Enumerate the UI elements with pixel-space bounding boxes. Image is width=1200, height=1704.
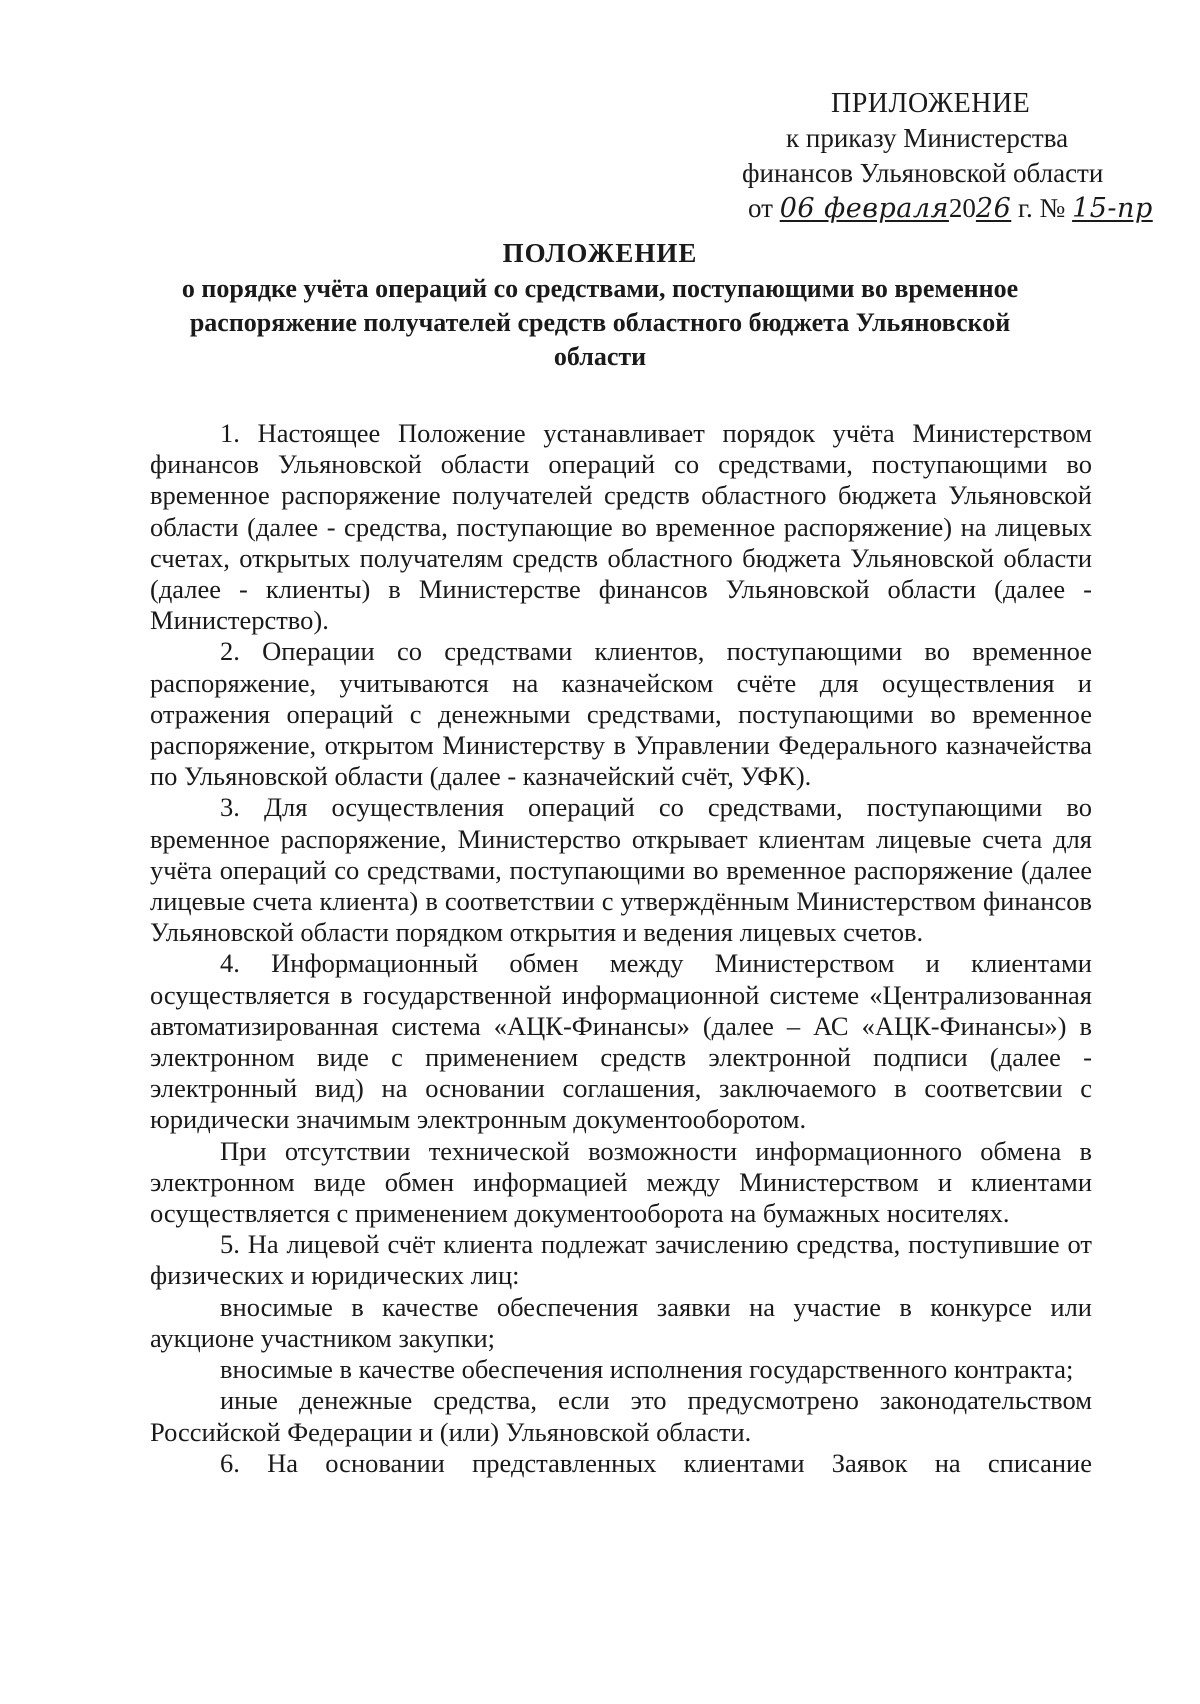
date-prefix: от [748, 193, 773, 223]
document-title [150, 236, 1050, 374]
paragraph-2: 2. Операции со средствами клиентов, поступающими во временное распоряжение, учитываются на казначейском счёте для осуществления и отражения операций с денежными средствами, поступающими во временное распоряжение, открытом Министерству в Управлении Федерального казначейства по Ульяновской области (далее - казначейский счёт, УФК). [150, 636, 1092, 792]
year-number-label: г. № [1018, 193, 1066, 223]
year-prefix: 20 [948, 193, 976, 223]
paragraph-4: 4. Информационный обмен между Министерством и клиентами осуществляется в государственной информационной системе «Централизованная автоматизированная система «АЦК-Финансы» (далее – АС «АЦК-Финансы») в электронном виде с применением средств электронной подписи (далее - электронный вид) на основании соглашения, заключаемого в соответсвии с юридически значимым электронным документооборотом. [150, 948, 1092, 1135]
handwritten-order-number: 15-пр [1072, 193, 1153, 224]
appendix-line-order: к приказу Министерства [786, 123, 1069, 153]
document-body [150, 418, 1092, 1479]
paragraph-3: 3. Для осуществления операций со средствами, поступающими во временное распоряжение, Министерство открывает клиентам лицевые счета для учёта операций со средствами, поступающими во временное распоряжение (далее лицевые счета клиента) в соответствии с утверждённым Министерством финансов Ульяновской области порядком открытия и ведения лицевых счетов. [150, 792, 1092, 948]
paragraph-5-item-3: иные денежные средства, если это предусмотрено законодательством Российской Федерации и (или) Ульяновской области. [150, 1385, 1092, 1447]
appendix-title: ПРИЛОЖЕНИЕ [831, 88, 1031, 119]
paragraph-6: 6. На основании представленных клиентами Заявок на списание [220, 1447, 1092, 1478]
paragraph-5-item-2: вносимые в качестве обеспечения исполнения государственного контракта; [220, 1354, 1074, 1385]
document-title-subtitle: о порядке учёта операций со средствами, поступающими во временное распоряжение получателей средств областного бюджета Ульяновской области [181, 274, 1019, 371]
document-title-main: ПОЛОЖЕНИЕ [502, 238, 698, 268]
paragraph-4-continuation: При отсутствии технической возможности информационного обмена в электронном виде обмен информацией между Министерством и клиентами осуществляется с применением документооборота на бумажных носителях. [150, 1135, 1092, 1229]
appendix-line-ministry: финансов Ульяновской области [742, 158, 1104, 188]
appendix-header [700, 86, 1160, 226]
appendix-line-date [700, 191, 1160, 226]
paragraph-5-item-1: вносимые в качестве обеспечения заявки на участие в конкурсе или аукционе участником закупки; [150, 1291, 1092, 1353]
handwritten-year: 26 [975, 193, 1012, 224]
paragraph-1: 1. Настоящее Положение устанавливает порядок учёта Министерством финансов Ульяновской области операций со средствами, поступающими во временное распоряжение получателей средств областного бюджета Ульяновской области (далее - средства, поступающие во временное распоряжение) на лицевых счетах, открытых получателям средств областного бюджета Ульяновской области (далее - клиенты) в Министерстве финансов Ульяновской области (далее - Министерство). [150, 418, 1092, 636]
paragraph-5: 5. На лицевой счёт клиента подлежат зачислению средства, поступившие от физических и юридических лиц: [150, 1229, 1092, 1291]
handwritten-date: 06 февраля [779, 193, 949, 224]
